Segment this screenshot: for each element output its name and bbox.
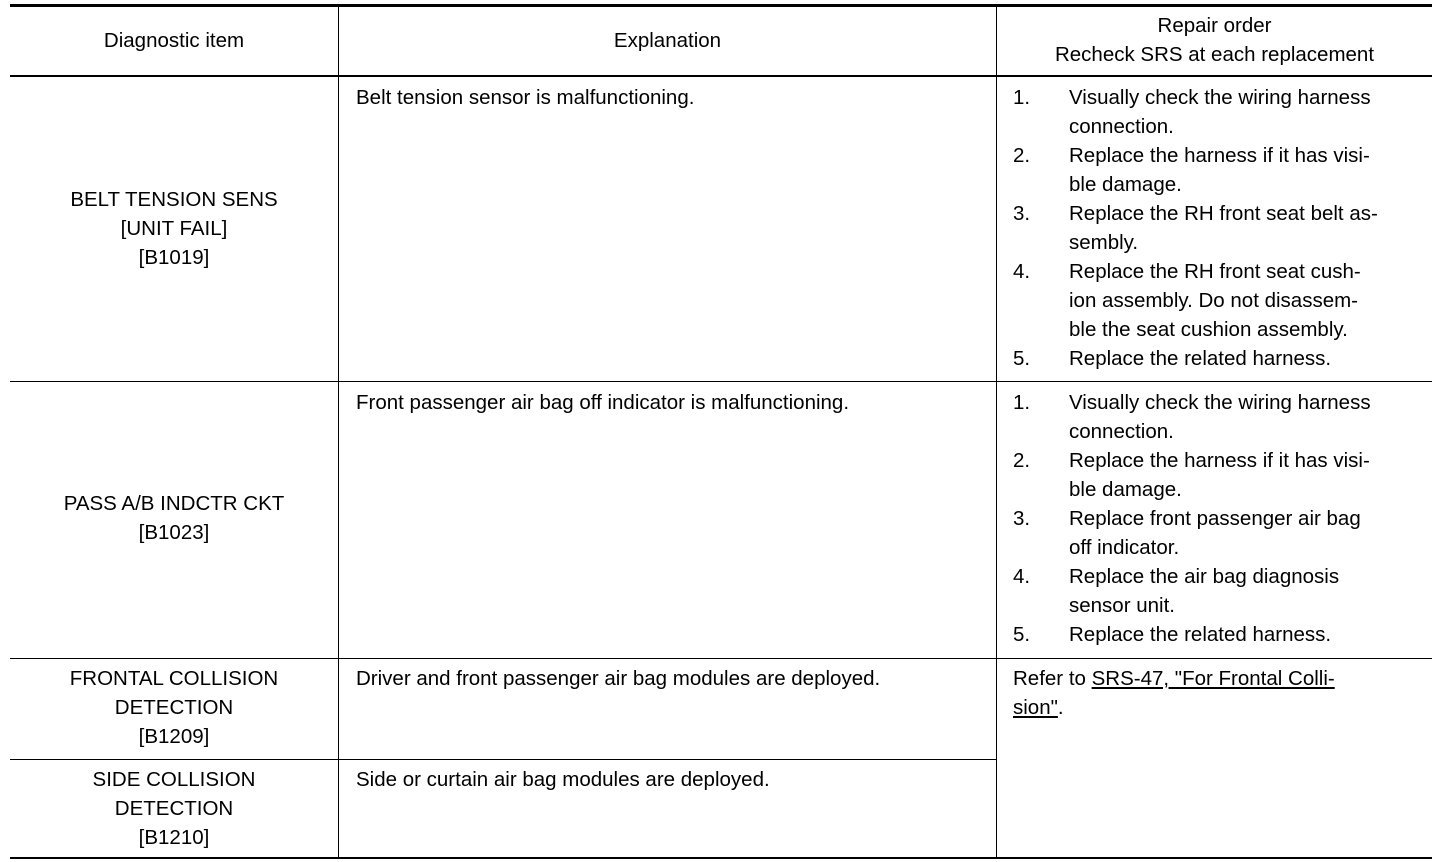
header-col3-line2: Recheck SRS at each replacement xyxy=(1054,43,1375,66)
collision-repair-reference xyxy=(1013,664,1335,722)
row4-diagnostic-item xyxy=(10,765,338,852)
row2-repair-steps xyxy=(1013,388,1371,649)
step-number: 5. xyxy=(1013,347,1031,370)
col-divider-1 xyxy=(338,4,339,859)
repair-step xyxy=(1013,562,1371,620)
row1-bottom-border xyxy=(10,381,1432,382)
row1-explanation-text: Belt tension sensor is malfunctioning. xyxy=(356,86,695,109)
step-text: ble the seat cushion assembly. xyxy=(1069,318,1348,341)
repair-step xyxy=(1013,388,1371,446)
step-text: off indicator. xyxy=(1069,536,1180,559)
header-explanation xyxy=(339,26,996,55)
step-text: connection. xyxy=(1069,420,1174,443)
col-divider-2 xyxy=(996,4,997,859)
header-col3-line1: Repair order xyxy=(1157,14,1272,37)
row1-diagnostic-item xyxy=(10,185,338,272)
step-number: 3. xyxy=(1013,507,1031,530)
row3-diagnostic-item xyxy=(10,664,338,751)
row1-repair-steps xyxy=(1013,83,1378,373)
header-diagnostic-item xyxy=(10,26,338,55)
row4-item-line: DETECTION xyxy=(114,797,234,820)
repair-step xyxy=(1013,257,1378,344)
row2-item-line: PASS A/B INDCTR CKT xyxy=(63,492,285,515)
row1-item-line: [B1019] xyxy=(138,246,210,269)
row3-item-line: DETECTION xyxy=(114,696,234,719)
step-text: sembly. xyxy=(1069,231,1139,254)
row2-bottom-border xyxy=(10,658,1432,659)
srs-47-link-continued[interactable]: sion" xyxy=(1013,696,1058,719)
step-text: Visually check the wiring harness xyxy=(1069,391,1371,414)
repair-step xyxy=(1013,344,1378,373)
step-text: Replace the related harness. xyxy=(1069,347,1332,370)
step-text: ion assembly. Do not disassem- xyxy=(1069,289,1359,312)
step-text: Replace front passenger air bag xyxy=(1069,507,1361,530)
row1-explanation xyxy=(356,83,694,112)
repair-step xyxy=(1013,199,1378,257)
row3-explanation-text: Driver and front passenger air bag modules are deployed. xyxy=(356,667,881,690)
row1-item-line: [UNIT FAIL] xyxy=(120,217,228,240)
step-number: 2. xyxy=(1013,144,1031,167)
row3-item-line: [B1209] xyxy=(138,725,210,748)
step-text: ble damage. xyxy=(1069,173,1182,196)
step-number: 5. xyxy=(1013,623,1031,646)
step-text: ble damage. xyxy=(1069,478,1182,501)
step-number: 3. xyxy=(1013,202,1031,225)
row2-item-line: [B1023] xyxy=(138,521,210,544)
refer-to-text: Refer to xyxy=(1013,667,1092,690)
step-text: Replace the harness if it has visi- xyxy=(1069,449,1370,472)
row3-bottom-border xyxy=(10,759,997,760)
row4-item-line: [B1210] xyxy=(138,826,210,849)
repair-step xyxy=(1013,446,1371,504)
row2-diagnostic-item xyxy=(10,489,338,547)
step-text: Replace the air bag diagnosis xyxy=(1069,565,1340,588)
row3-explanation xyxy=(356,664,880,693)
header-col2-label: Explanation xyxy=(613,29,722,52)
step-text: Replace the related harness. xyxy=(1069,623,1332,646)
step-text: Replace the RH front seat belt as- xyxy=(1069,202,1378,225)
repair-step xyxy=(1013,504,1371,562)
row4-explanation xyxy=(356,765,770,794)
step-text: Visually check the wiring harness xyxy=(1069,86,1371,109)
step-text: connection. xyxy=(1069,115,1174,138)
row4-explanation-text: Side or curtain air bag modules are deployed. xyxy=(356,768,770,791)
table-bottom-border xyxy=(10,857,1432,859)
header-col1-label: Diagnostic item xyxy=(103,29,245,52)
row2-explanation xyxy=(356,388,849,417)
header-repair-order xyxy=(997,11,1432,69)
repair-step xyxy=(1013,141,1378,199)
table-top-border xyxy=(10,4,1432,7)
step-number: 4. xyxy=(1013,565,1031,588)
row4-item-line: SIDE COLLISION xyxy=(92,768,256,791)
step-text: sensor unit. xyxy=(1069,594,1175,617)
srs-47-link[interactable]: SRS-47, "For Frontal Colli- xyxy=(1091,667,1335,690)
step-number: 4. xyxy=(1013,260,1031,283)
step-text: Replace the RH front seat cush- xyxy=(1069,260,1361,283)
header-bottom-border xyxy=(10,75,1432,77)
row2-explanation-text: Front passenger air bag off indicator is malfunctioning. xyxy=(356,391,850,414)
step-text: Replace the harness if it has visi- xyxy=(1069,144,1370,167)
step-number: 2. xyxy=(1013,449,1031,472)
row3-item-line: FRONTAL COLLISION xyxy=(69,667,279,690)
repair-step xyxy=(1013,620,1371,649)
reference-period: . xyxy=(1057,696,1064,719)
step-number: 1. xyxy=(1013,86,1031,109)
row1-item-line: BELT TENSION SENS xyxy=(70,188,278,211)
step-number: 1. xyxy=(1013,391,1031,414)
repair-step xyxy=(1013,83,1378,141)
